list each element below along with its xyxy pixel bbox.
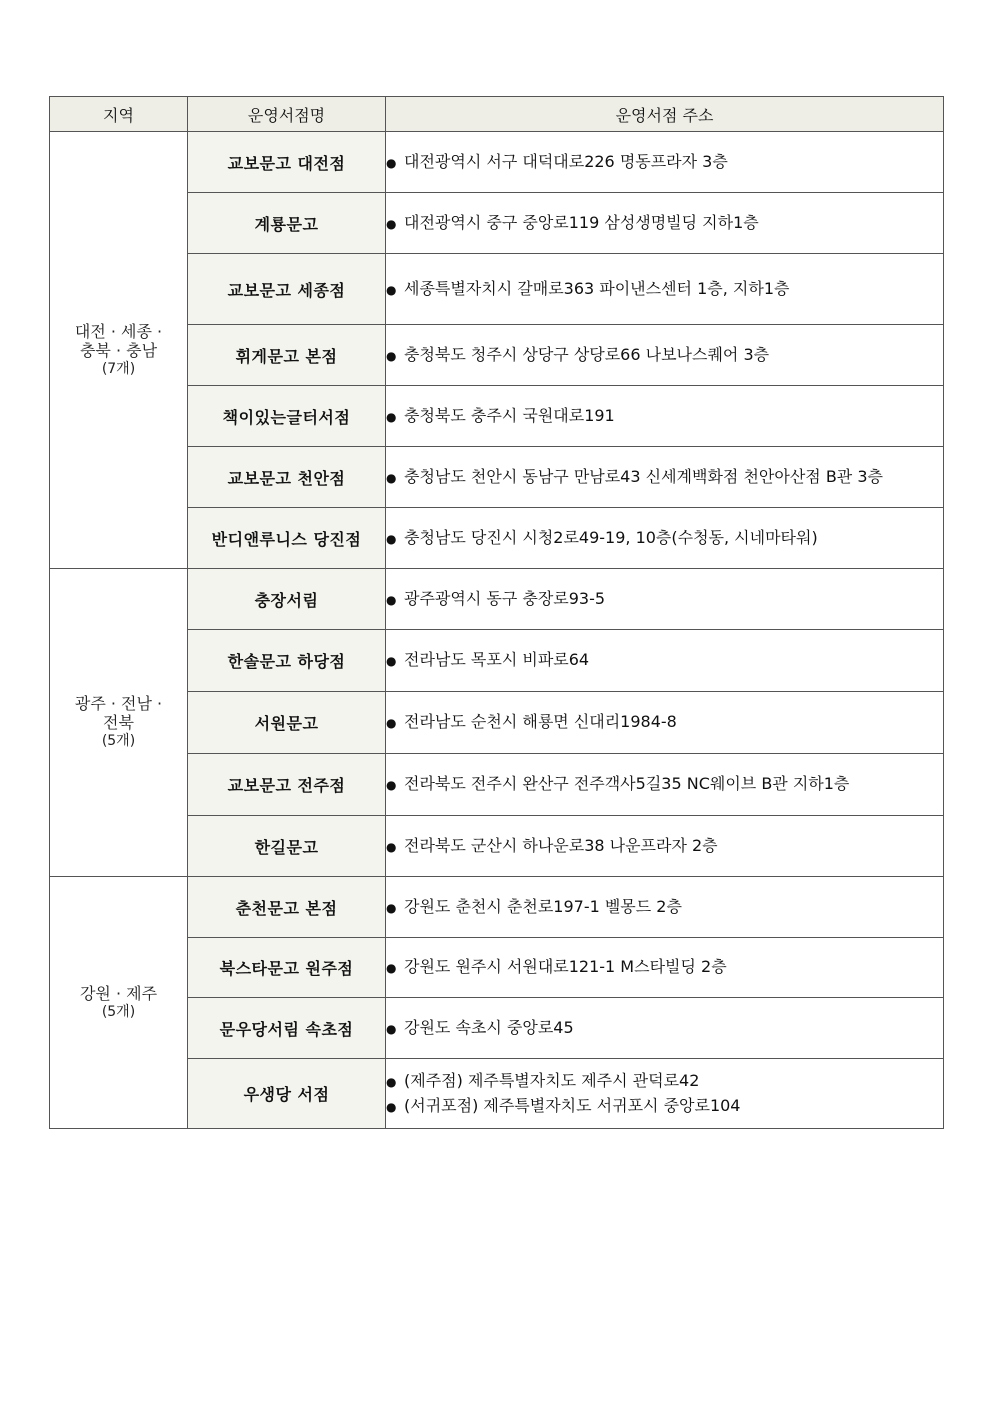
bullet-icon: ● (386, 1021, 397, 1036)
store-name: 한길문고 (188, 816, 386, 877)
store-address-cell (386, 193, 944, 254)
store-address-cell (386, 938, 944, 998)
bullet-icon: ● (386, 531, 397, 546)
store-address: 세종특별자치시 갈매로363 파이낸스센터 1층, 지하1층 (404, 278, 790, 298)
store-address-cell (386, 447, 944, 508)
region-name-line1: 강원 · 제주 (79, 983, 158, 1003)
bookstore-table (49, 96, 944, 1129)
store-address: 충청남도 천안시 동남구 만남로43 신세계백화점 천안아산점 B관 3층 (404, 466, 883, 486)
table-row (50, 569, 944, 630)
store-address-cell (386, 816, 944, 877)
store-address-cell (386, 754, 944, 816)
store-address-cell (386, 325, 944, 386)
address-line (386, 404, 943, 429)
address-line (386, 587, 943, 612)
store-name: 북스타문고 원주점 (188, 938, 386, 998)
store-name: 충장서림 (188, 569, 386, 630)
store-address-cell (386, 1059, 944, 1129)
bullet-icon: ● (386, 282, 397, 297)
region-cell (50, 569, 188, 877)
bullet-icon: ● (386, 155, 397, 170)
store-address: (제주점) 제주특별자치도 제주시 관덕로42 (404, 1070, 700, 1090)
store-address: 강원도 속초시 중앙로45 (404, 1017, 574, 1037)
store-address: 전라남도 순천시 해룡면 신대리1984-8 (404, 712, 677, 731)
bullet-icon: ● (386, 409, 397, 424)
address-line (386, 526, 943, 551)
store-address: 충청북도 청주시 상당구 상당로66 나보나스퀘어 3층 (404, 344, 770, 364)
store-name: 교보문고 천안점 (188, 447, 386, 508)
address-line (386, 277, 943, 302)
store-address: 광주광역시 동구 충장로93-5 (404, 588, 606, 608)
store-address: 대전광역시 중구 중앙로119 삼성생명빌딩 지하1층 (404, 212, 759, 232)
address-line (386, 834, 943, 859)
store-address: 강원도 춘천시 춘천로197-1 벨몽드 2층 (404, 896, 682, 916)
bullet-icon: ● (386, 961, 397, 975)
bullet-icon: ● (386, 716, 397, 730)
store-name: 책이있는글터서점 (188, 386, 386, 447)
address-line (386, 895, 943, 920)
store-address-cell (386, 508, 944, 569)
store-address: 강원도 원주시 서원대로121-1 M스타빌딩 2층 (404, 957, 727, 976)
store-name: 휘게문고 본점 (188, 325, 386, 386)
address-line (386, 1016, 943, 1041)
table-row (50, 132, 944, 193)
store-name: 한솔문고 하당점 (188, 630, 386, 692)
store-address: 전라북도 전주시 완산구 전주객사5길35 NC웨이브 B관 지하1층 (404, 774, 850, 793)
store-address: 전라남도 목포시 비파로64 (404, 650, 590, 669)
store-address-cell (386, 630, 944, 692)
address-line (386, 1094, 943, 1119)
store-address: 충청남도 당진시 시청2로49-19, 10층(수청동, 시네마타워) (404, 527, 818, 547)
bullet-icon: ● (386, 900, 397, 915)
bullet-icon: ● (386, 216, 397, 231)
bullet-icon: ● (386, 348, 397, 363)
bullet-icon: ● (386, 654, 397, 668)
store-address: 충청북도 충주시 국원대로191 (404, 405, 615, 425)
header-region: 지역 (50, 97, 188, 132)
store-name: 우생당 서점 (188, 1059, 386, 1129)
bullet-icon: ● (386, 592, 397, 607)
bullet-icon: ● (386, 1074, 397, 1089)
region-store-count: (7개) (101, 360, 136, 377)
store-address: (서귀포점) 제주특별자치도 서귀포시 중앙로104 (404, 1095, 741, 1115)
store-address: 전라북도 군산시 하나운로38 나운프라자 2층 (404, 835, 718, 855)
address-line (386, 1069, 943, 1094)
store-address-cell (386, 569, 944, 630)
address-line (386, 343, 943, 368)
store-address-cell (386, 692, 944, 754)
store-address: 대전광역시 서구 대덕대로226 명동프라자 3층 (404, 151, 728, 171)
address-line (386, 150, 943, 175)
header-row (50, 97, 944, 132)
region-name-line2: 전북 (103, 713, 134, 732)
table-body (50, 132, 944, 1129)
address-line (386, 955, 943, 980)
bullet-icon: ● (386, 839, 397, 854)
store-name: 춘천문고 본점 (188, 877, 386, 938)
region-name-line2: 충북 · 충남 (79, 340, 158, 360)
store-name: 교보문고 대전점 (188, 132, 386, 193)
store-address-cell (386, 877, 944, 938)
region-store-count: (5개) (101, 1003, 136, 1020)
bullet-icon: ● (386, 1099, 397, 1114)
store-address-cell (386, 998, 944, 1059)
table-row (50, 877, 944, 938)
region-cell (50, 132, 188, 569)
address-line (386, 648, 943, 673)
store-name: 계룡문고 (188, 193, 386, 254)
bullet-icon: ● (386, 470, 397, 485)
address-line (386, 211, 943, 236)
region-store-count: (5개) (101, 733, 136, 749)
region-name-line1: 광주 · 전남 · (74, 694, 163, 713)
address-line (386, 710, 943, 735)
address-line (386, 772, 943, 797)
header-store: 운영서점명 (188, 97, 386, 132)
region-name-line1: 대전 · 세종 · (74, 321, 163, 341)
store-address-cell (386, 132, 944, 193)
store-address-cell (386, 254, 944, 325)
address-line (386, 465, 943, 490)
store-name: 교보문고 전주점 (188, 754, 386, 816)
store-name: 문우당서림 속초점 (188, 998, 386, 1059)
store-name: 서원문고 (188, 692, 386, 754)
store-name: 교보문고 세종점 (188, 254, 386, 325)
bullet-icon: ● (386, 778, 397, 792)
header-address: 운영서점 주소 (386, 97, 944, 132)
store-name: 반디앤루니스 당진점 (188, 508, 386, 569)
region-cell (50, 877, 188, 1129)
store-address-cell (386, 386, 944, 447)
